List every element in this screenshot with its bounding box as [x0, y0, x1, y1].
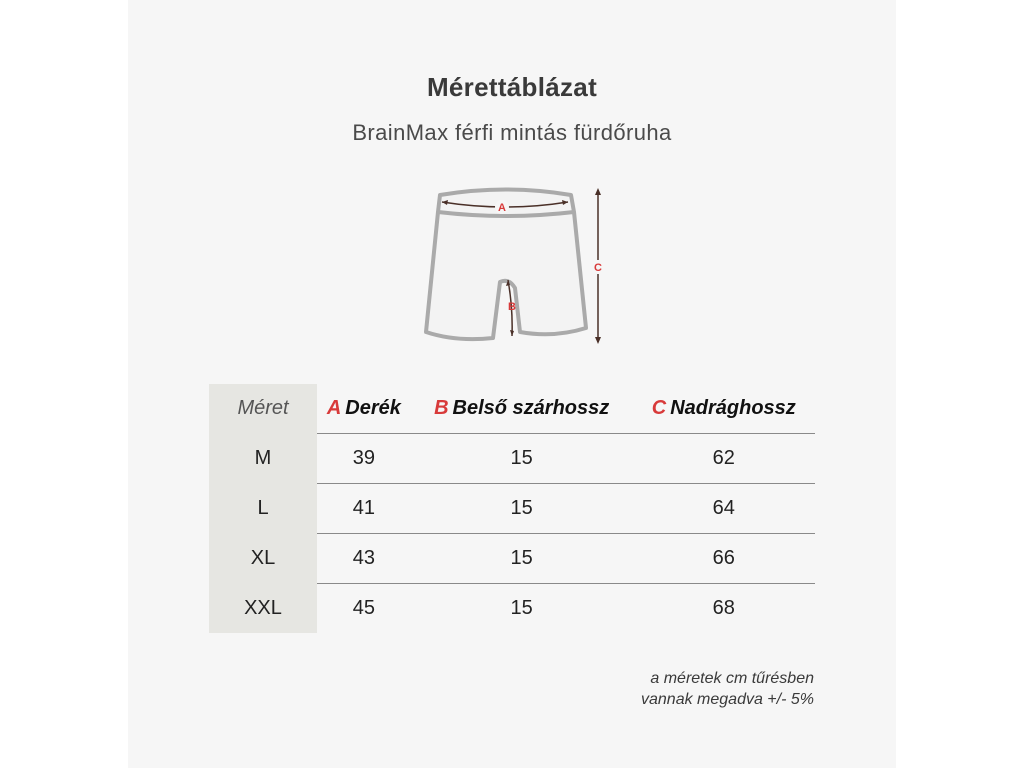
row-waist: 41: [317, 484, 411, 534]
header-waist-label: Derék: [345, 397, 401, 419]
table-row: [209, 584, 815, 634]
header-waist: [317, 384, 411, 434]
page-title: Mérettáblázat: [426, 72, 598, 102]
header-waist-letter: A: [326, 397, 342, 419]
header-inseam-letter: B: [434, 397, 449, 419]
header-inseam-label: Belső szárhossz: [452, 397, 610, 419]
row-inseam: 15: [411, 434, 633, 484]
tolerance-note-line1: a méretek cm tűrésben: [650, 670, 814, 687]
inseam-arrowhead-bottom: [510, 330, 514, 336]
length-arrowhead-top: [595, 188, 601, 195]
row-inseam: 15: [411, 484, 633, 534]
length-arrowhead-bottom: [595, 337, 601, 344]
row-size: XL: [209, 534, 317, 584]
header-size: Méret: [209, 384, 317, 434]
shorts-diagram: [416, 182, 616, 352]
table-row: [209, 484, 815, 534]
header-length-letter: C: [651, 397, 667, 419]
row-length: 64: [633, 484, 815, 534]
row-waist: 39: [317, 434, 411, 484]
header-length-label: Nadrághossz: [670, 397, 796, 419]
row-waist: 45: [352, 597, 375, 619]
table-row: [209, 434, 815, 484]
row-inseam: 15: [411, 534, 633, 584]
tolerance-note-line2: vannak megadva +/- 5%: [641, 691, 814, 708]
label-c: C: [594, 262, 602, 274]
size-chart-card: [128, 0, 896, 768]
row-size: M: [209, 434, 317, 484]
row-size: L: [209, 484, 317, 534]
header-length: [633, 384, 815, 434]
table-header-row: [209, 384, 815, 434]
row-length: 68: [712, 597, 735, 619]
label-a: A: [498, 202, 506, 214]
row-length: 66: [633, 534, 815, 584]
tolerance-note: [641, 668, 814, 710]
row-size: XXL: [209, 584, 317, 634]
row-length: 62: [633, 434, 815, 484]
table-row: [209, 534, 815, 584]
product-subtitle: BrainMax férfi mintás fürdőruha: [352, 120, 672, 145]
header-inseam: [411, 384, 633, 434]
row-waist: 43: [317, 534, 411, 584]
label-b: B: [508, 301, 516, 313]
size-table: [209, 384, 815, 633]
row-inseam: 15: [510, 597, 533, 619]
